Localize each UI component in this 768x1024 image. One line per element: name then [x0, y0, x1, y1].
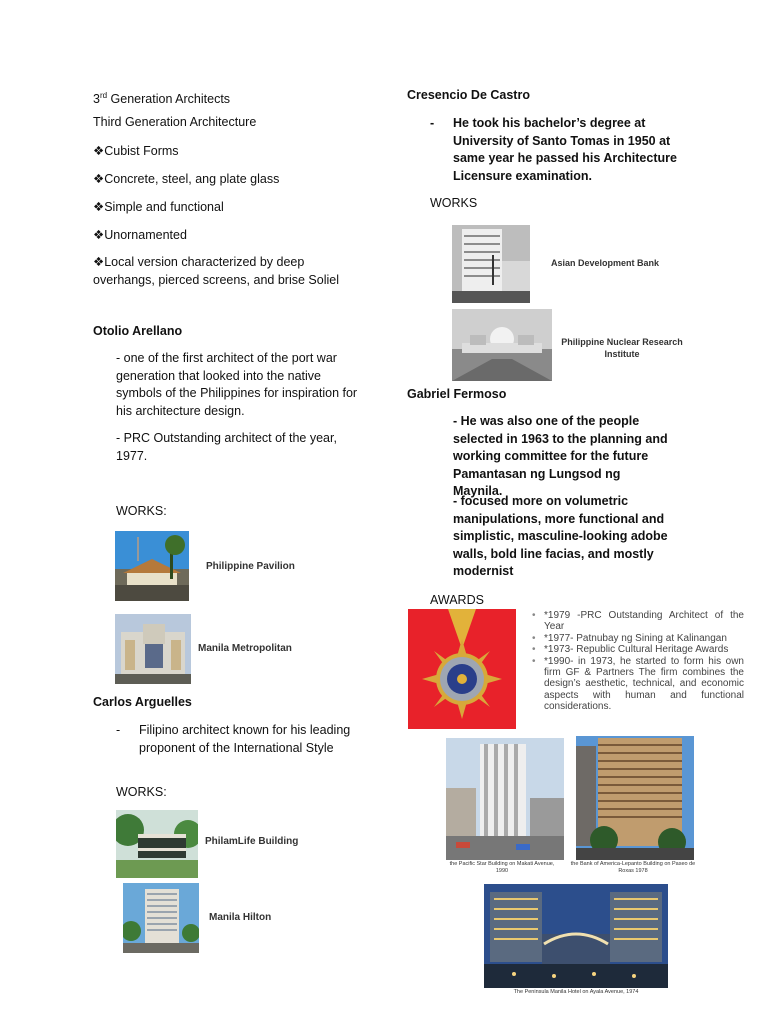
award-item: • *1990- in 1973, he started to form his own firm GF & Partners The firm combines the design’s aesthetic, technical, and economic aspects with human and functional considerations.	[532, 656, 744, 713]
carlos-works-label: WORKS:	[116, 785, 167, 799]
cresencio-dash: -	[430, 116, 435, 130]
otolio-description: - one of the first architect of the port war generation that looked into the native symbols of the Philippines for inspiration for his architecture design.	[116, 351, 358, 418]
cresencio-works-label: WORKS	[430, 196, 478, 210]
award-item: • *1977- Patnubay ng Sining at Kalinangan	[532, 633, 744, 644]
pacific-star-building-photo	[446, 738, 564, 860]
asian-development-bank-label: Asian Development Bank	[551, 258, 660, 268]
gabriel-description: - He was also one of the people selected in 1963 to the planning and working committee for the future Pamantasan ng Lungsod ng Maynila.	[453, 414, 668, 498]
otolio-award: - PRC Outstanding architect of the year, 1977.	[116, 431, 337, 463]
pacific-star-caption: the Pacific Star Building on Makati Avenue, 1990	[449, 861, 555, 874]
award-medal-image	[408, 609, 516, 729]
philamlife-building-photo	[116, 810, 198, 878]
peninsula-manila-caption: The Peninsula Manila Hotel on Ayala Avenue, 1974	[513, 989, 639, 995]
bullet-item: ❖ Unornamented	[93, 227, 187, 245]
cresencio-description: He took his bachelor’s degree at University of Santo Tomas in 1950 at same year he passed his Architecture Licensure examination.	[453, 116, 677, 183]
otolio-works-label: WORKS:	[116, 504, 167, 518]
peninsula-manila-photo	[484, 884, 668, 988]
bullet-item: ❖ Simple and functional	[93, 199, 224, 217]
bullet-item: ❖ Local version characterized by deep overhangs, pierced screens, and brise Soliel	[93, 254, 363, 289]
architect-name-cresencio: Cresencio De Castro	[407, 88, 530, 102]
nuclear-research-institute-photo	[452, 309, 552, 381]
gabriel-awards-label: AWARDS	[430, 593, 484, 607]
manila-metropolitan-photo	[115, 614, 191, 684]
architect-name-carlos: Carlos Arguelles	[93, 695, 192, 709]
manila-hilton-label: Manila Hilton	[209, 912, 272, 923]
philippine-pavilion-label: Philippine Pavilion	[206, 561, 295, 572]
architect-name-otolio: Otolio Arellano	[93, 324, 183, 338]
bank-of-america-lepanto-photo	[576, 736, 694, 860]
asian-development-bank-photo	[452, 225, 530, 303]
philamlife-building-label: PhilamLife Building	[205, 836, 299, 847]
award-item: • *1979 -PRC Outstanding Architect of the Year	[532, 610, 744, 633]
architect-name-gabriel: Gabriel Fermoso	[407, 387, 507, 401]
carlos-description: Filipino architect known for his leading proponent of the International Style	[139, 723, 351, 755]
subheading: Third Generation Architecture	[93, 115, 257, 129]
bullet-item: ❖ Concrete, steel, ang plate glass	[93, 171, 279, 189]
nuclear-research-institute-label: Philippine Nuclear Research Institute	[561, 337, 683, 359]
manila-hilton-photo	[123, 883, 199, 953]
carlos-dash: -	[116, 723, 121, 737]
philippine-pavilion-photo	[115, 531, 189, 601]
gabriel-style: - focused more on volumetric manipulations, more functional and simplistic, masculine-looking adobe walls, bold line facias, and mostly modernist	[453, 494, 668, 578]
award-item: • *1973- Republic Cultural Heritage Awards	[532, 644, 744, 655]
bank-of-america-caption: the Bank of America-Lepanto Building on Paseo de Roxas 1978	[570, 861, 696, 874]
manila-metropolitan-label: Manila Metropolitan	[198, 643, 292, 654]
page-heading: 3rd Generation Architects	[93, 91, 231, 107]
bullet-item: ❖ Cubist Forms	[93, 143, 179, 161]
awards-list	[532, 610, 744, 713]
